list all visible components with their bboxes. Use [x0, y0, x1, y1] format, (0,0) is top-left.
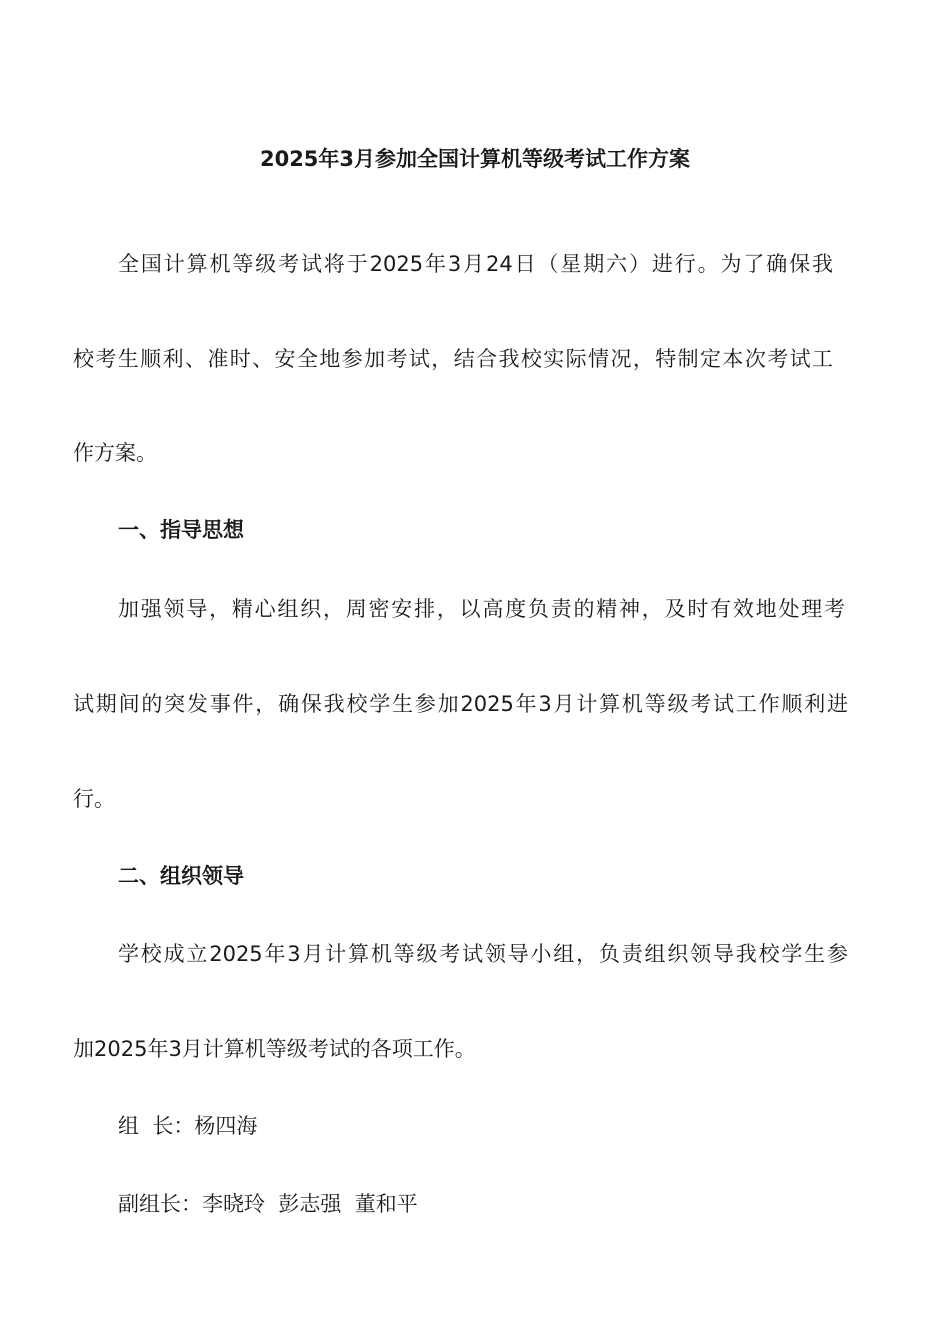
section-2-heading: 二、组织领导	[118, 864, 244, 888]
section-1-line-3: 行。	[73, 787, 115, 811]
section-1-line-1: 加强领导，精心组织，周密安排，以高度负责的精神，及时有效地处理考	[118, 597, 845, 621]
section-2-line-2: 加2025年3月计算机等级考试的各项工作。	[73, 1037, 476, 1061]
intro-line-2: 校考生顺利、准时、安全地参加考试，结合我校实际情况，特制定本次考试工	[73, 347, 833, 371]
section-1-line-2: 试期间的突发事件，确保我校学生参加2025年3月计算机等级考试工作顺利进	[73, 692, 848, 716]
intro-line-3: 作方案。	[73, 441, 157, 465]
section-2-line-1: 学校成立2025年3月计算机等级考试领导小组，负责组织领导我校学生参	[118, 942, 848, 966]
document-title: 2025年3月参加全国计算机等级考试工作方案	[259, 147, 691, 171]
section-1-heading: 一、指导思想	[118, 518, 244, 542]
deputy-leaders: 副组长：李晓玲 彭志强 董和平	[118, 1192, 418, 1216]
group-leader: 组 长：杨四海	[118, 1114, 258, 1138]
intro-line-1: 全国计算机等级考试将于2025年3月24日（星期六）进行。为了确保我	[118, 252, 833, 276]
